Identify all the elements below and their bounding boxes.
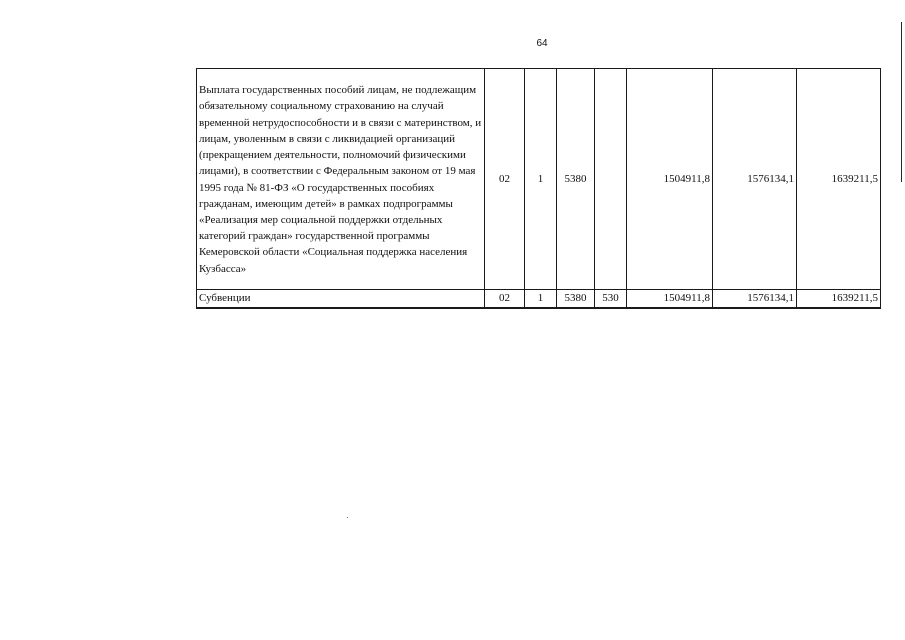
table-row [197,69,881,290]
amount-year-1-cell: 1504911,8 [627,69,713,290]
expense-type-cell: 530 [595,290,627,309]
budget-table [196,68,881,309]
program-code-cell: 1 [525,69,557,290]
section-code-cell: 02 [485,69,525,290]
amount-year-2-cell: 1576134,1 [713,69,797,290]
target-code-cell: 5380 [557,69,595,290]
section-code-cell: 02 [485,290,525,309]
amount-year-2-cell: 1576134,1 [713,290,797,309]
scan-edge-line [901,22,902,182]
row-description: Субвенции [197,290,485,309]
amount-year-3-cell: 1639211,5 [797,69,881,290]
amount-year-3-cell: 1639211,5 [797,290,881,309]
page-number: 64 [536,38,548,49]
program-code-cell: 1 [525,290,557,309]
scan-speck [347,517,348,518]
target-code-cell: 5380 [557,290,595,309]
row-description: Выплата государственных пособий лицам, не подлежащим обязательному социальному страхованию на случай временной нетрудоспособности и в связи с материнством, и лицам, уволенным в связи с ликвидацией организаций (прекращением деятельности, полномочий физическими лицами), в соответствии с Федеральным законом от 19 мая 1995 года № 81-ФЗ «О государственных пособиях гражданам, имеющим детей» в рамках подпрограммы «Реализация мер социальной поддержки отдельных категорий граждан» государственной программы Кемеровской области «Социальная поддержка населения Кузбасса» [197,69,485,290]
expense-type-cell [595,69,627,290]
table-row [197,290,881,309]
amount-year-1-cell: 1504911,8 [627,290,713,309]
